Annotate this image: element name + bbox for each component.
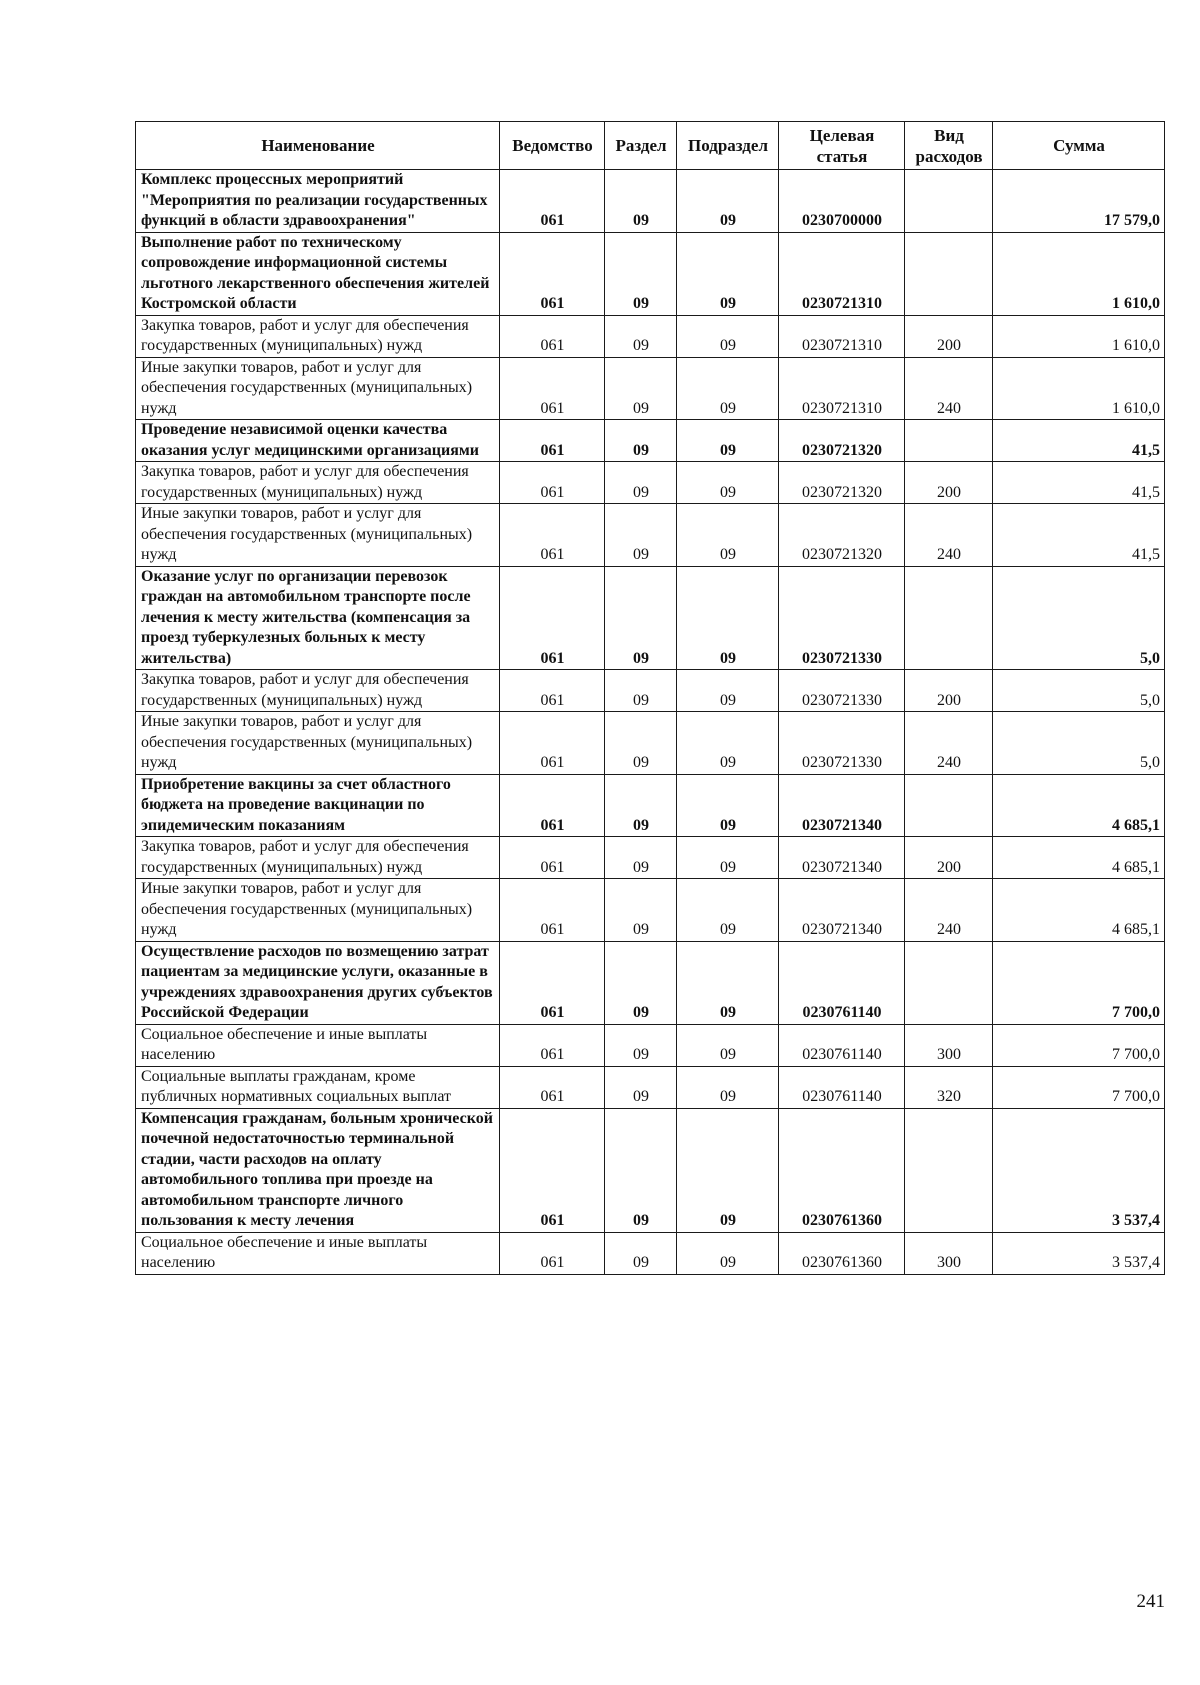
- table-row: [136, 670, 1165, 712]
- cell-dept: 061: [500, 566, 605, 670]
- cell-name: Социальное обеспечение и иные выплаты населению: [136, 1232, 500, 1274]
- cell-type: [905, 420, 993, 462]
- cell-target: 0230721310: [779, 232, 905, 315]
- table-row: [136, 566, 1165, 670]
- cell-name: Проведение независимой оценки качества оказания услуг медицинскими организациями: [136, 420, 500, 462]
- cell-dept: 061: [500, 837, 605, 879]
- cell-dept: 061: [500, 1066, 605, 1108]
- cell-dept: 061: [500, 232, 605, 315]
- cell-target: 0230761140: [779, 1066, 905, 1108]
- page-number: 241: [1136, 1591, 1165, 1612]
- cell-dept: 061: [500, 1232, 605, 1274]
- header-sum: Сумма: [993, 122, 1165, 170]
- cell-dept: 061: [500, 774, 605, 837]
- cell-dept: 061: [500, 1108, 605, 1232]
- table-row: [136, 357, 1165, 420]
- cell-section: 09: [605, 712, 677, 775]
- budget-table: [135, 121, 1165, 1275]
- cell-name: Закупка товаров, работ и услуг для обеспечения государственных (муниципальных) нужд: [136, 315, 500, 357]
- cell-type: 200: [905, 315, 993, 357]
- cell-type: 240: [905, 504, 993, 567]
- cell-subsection: 09: [677, 879, 779, 942]
- header-subsection: Подраздел: [677, 122, 779, 170]
- cell-target: 0230721340: [779, 774, 905, 837]
- cell-dept: 061: [500, 170, 605, 233]
- cell-subsection: 09: [677, 170, 779, 233]
- cell-target: 0230721340: [779, 879, 905, 942]
- cell-type: 200: [905, 837, 993, 879]
- cell-type: 200: [905, 462, 993, 504]
- cell-section: 09: [605, 232, 677, 315]
- cell-section: 09: [605, 357, 677, 420]
- table-body: [136, 170, 1165, 1275]
- cell-sum: 4 685,1: [993, 837, 1165, 879]
- cell-section: 09: [605, 1066, 677, 1108]
- cell-target: 0230721330: [779, 670, 905, 712]
- cell-sum: 41,5: [993, 420, 1165, 462]
- cell-dept: 061: [500, 712, 605, 775]
- cell-type: [905, 232, 993, 315]
- table-row: [136, 879, 1165, 942]
- cell-section: 09: [605, 420, 677, 462]
- cell-target: 0230721320: [779, 420, 905, 462]
- cell-type: 320: [905, 1066, 993, 1108]
- cell-target: 0230721330: [779, 712, 905, 775]
- cell-type: 200: [905, 670, 993, 712]
- cell-subsection: 09: [677, 1232, 779, 1274]
- cell-sum: 41,5: [993, 504, 1165, 567]
- cell-sum: 3 537,4: [993, 1108, 1165, 1232]
- cell-subsection: 09: [677, 566, 779, 670]
- table-row: [136, 232, 1165, 315]
- cell-subsection: 09: [677, 504, 779, 567]
- table-row: [136, 941, 1165, 1024]
- cell-type: [905, 774, 993, 837]
- cell-name: Иные закупки товаров, работ и услуг для обеспечения государственных (муниципальных) нужд: [136, 504, 500, 567]
- cell-target: 0230700000: [779, 170, 905, 233]
- cell-name: Закупка товаров, работ и услуг для обеспечения государственных (муниципальных) нужд: [136, 670, 500, 712]
- cell-subsection: 09: [677, 232, 779, 315]
- cell-type: [905, 941, 993, 1024]
- cell-sum: 1 610,0: [993, 315, 1165, 357]
- cell-name: Закупка товаров, работ и услуг для обеспечения государственных (муниципальных) нужд: [136, 837, 500, 879]
- cell-dept: 061: [500, 879, 605, 942]
- cell-section: 09: [605, 170, 677, 233]
- cell-section: 09: [605, 462, 677, 504]
- table-row: [136, 315, 1165, 357]
- table-row: [136, 462, 1165, 504]
- cell-type: 240: [905, 357, 993, 420]
- cell-name: Иные закупки товаров, работ и услуг для обеспечения государственных (муниципальных) нужд: [136, 879, 500, 942]
- table-row: [136, 1108, 1165, 1232]
- cell-name: Иные закупки товаров, работ и услуг для обеспечения государственных (муниципальных) нужд: [136, 712, 500, 775]
- cell-target: 0230721310: [779, 315, 905, 357]
- cell-type: 300: [905, 1024, 993, 1066]
- table-row: [136, 420, 1165, 462]
- cell-sum: 7 700,0: [993, 1024, 1165, 1066]
- cell-sum: 7 700,0: [993, 1066, 1165, 1108]
- cell-name: Социальные выплаты гражданам, кроме публичных нормативных социальных выплат: [136, 1066, 500, 1108]
- table-row: [136, 774, 1165, 837]
- cell-name: Выполнение работ по техническому сопровождение информационной системы льготного лекарственного обеспечения жителей Костромской области: [136, 232, 500, 315]
- header-dept: Ведомство: [500, 122, 605, 170]
- cell-subsection: 09: [677, 712, 779, 775]
- cell-subsection: 09: [677, 941, 779, 1024]
- cell-section: 09: [605, 1232, 677, 1274]
- cell-name: Комплекс процессных мероприятий "Мероприятия по реализации государственных функций в области здравоохранения": [136, 170, 500, 233]
- cell-sum: 1 610,0: [993, 357, 1165, 420]
- cell-sum: 5,0: [993, 712, 1165, 775]
- cell-type: 240: [905, 712, 993, 775]
- cell-section: 09: [605, 1108, 677, 1232]
- header-type: Вид расходов: [905, 122, 993, 170]
- cell-dept: 061: [500, 315, 605, 357]
- cell-subsection: 09: [677, 420, 779, 462]
- cell-name: Компенсация гражданам, больным хронической почечной недостаточностью терминальной стадии, части расходов на оплату автомобильного топлива при проезде на автомобильном транспорте личного пользования к месту лечения: [136, 1108, 500, 1232]
- cell-sum: 41,5: [993, 462, 1165, 504]
- cell-sum: 5,0: [993, 566, 1165, 670]
- cell-target: 0230761140: [779, 1024, 905, 1066]
- cell-name: Оказание услуг по организации перевозок граждан на автомобильном транспорте после лечения к месту жительства (компенсация за проезд туберкулезных больных к месту жительства): [136, 566, 500, 670]
- cell-dept: 061: [500, 670, 605, 712]
- cell-subsection: 09: [677, 774, 779, 837]
- cell-section: 09: [605, 941, 677, 1024]
- cell-sum: 4 685,1: [993, 879, 1165, 942]
- cell-type: [905, 1108, 993, 1232]
- cell-sum: 5,0: [993, 670, 1165, 712]
- cell-section: 09: [605, 1024, 677, 1066]
- cell-section: 09: [605, 879, 677, 942]
- cell-name: Закупка товаров, работ и услуг для обеспечения государственных (муниципальных) нужд: [136, 462, 500, 504]
- cell-subsection: 09: [677, 1066, 779, 1108]
- cell-name: Приобретение вакцины за счет областного бюджета на проведение вакцинации по эпидемическим показаниям: [136, 774, 500, 837]
- cell-dept: 061: [500, 1024, 605, 1066]
- cell-target: 0230761360: [779, 1108, 905, 1232]
- cell-subsection: 09: [677, 1024, 779, 1066]
- cell-type: 300: [905, 1232, 993, 1274]
- cell-name: Иные закупки товаров, работ и услуг для обеспечения государственных (муниципальных) нужд: [136, 357, 500, 420]
- cell-sum: 7 700,0: [993, 941, 1165, 1024]
- cell-section: 09: [605, 504, 677, 567]
- table-row: [136, 712, 1165, 775]
- cell-target: 0230761360: [779, 1232, 905, 1274]
- table-row: [136, 504, 1165, 567]
- cell-target: 0230721310: [779, 357, 905, 420]
- cell-type: [905, 170, 993, 233]
- cell-target: 0230721320: [779, 462, 905, 504]
- cell-dept: 061: [500, 504, 605, 567]
- cell-target: 0230721320: [779, 504, 905, 567]
- cell-subsection: 09: [677, 315, 779, 357]
- table-row: [136, 1066, 1165, 1108]
- cell-section: 09: [605, 315, 677, 357]
- cell-subsection: 09: [677, 1108, 779, 1232]
- table-row: [136, 1024, 1165, 1066]
- cell-name: Осуществление расходов по возмещению затрат пациентам за медицинские услуги, оказанные в учреждениях здравоохранения других субъектов Российской Федерации: [136, 941, 500, 1024]
- cell-target: 0230721330: [779, 566, 905, 670]
- cell-sum: 17 579,0: [993, 170, 1165, 233]
- cell-section: 09: [605, 837, 677, 879]
- cell-subsection: 09: [677, 462, 779, 504]
- cell-section: 09: [605, 670, 677, 712]
- table-header-row: [136, 122, 1165, 170]
- cell-sum: 1 610,0: [993, 232, 1165, 315]
- cell-dept: 061: [500, 420, 605, 462]
- table-row: [136, 170, 1165, 233]
- table-row: [136, 837, 1165, 879]
- cell-target: 0230761140: [779, 941, 905, 1024]
- cell-type: 240: [905, 879, 993, 942]
- cell-type: [905, 566, 993, 670]
- cell-dept: 061: [500, 462, 605, 504]
- header-section: Раздел: [605, 122, 677, 170]
- cell-subsection: 09: [677, 670, 779, 712]
- cell-subsection: 09: [677, 357, 779, 420]
- table-row: [136, 1232, 1165, 1274]
- cell-sum: 3 537,4: [993, 1232, 1165, 1274]
- cell-target: 0230721340: [779, 837, 905, 879]
- cell-name: Социальное обеспечение и иные выплаты населению: [136, 1024, 500, 1066]
- cell-subsection: 09: [677, 837, 779, 879]
- cell-sum: 4 685,1: [993, 774, 1165, 837]
- cell-section: 09: [605, 566, 677, 670]
- cell-dept: 061: [500, 941, 605, 1024]
- header-name: Наименование: [136, 122, 500, 170]
- header-target: Целевая статья: [779, 122, 905, 170]
- cell-section: 09: [605, 774, 677, 837]
- cell-dept: 061: [500, 357, 605, 420]
